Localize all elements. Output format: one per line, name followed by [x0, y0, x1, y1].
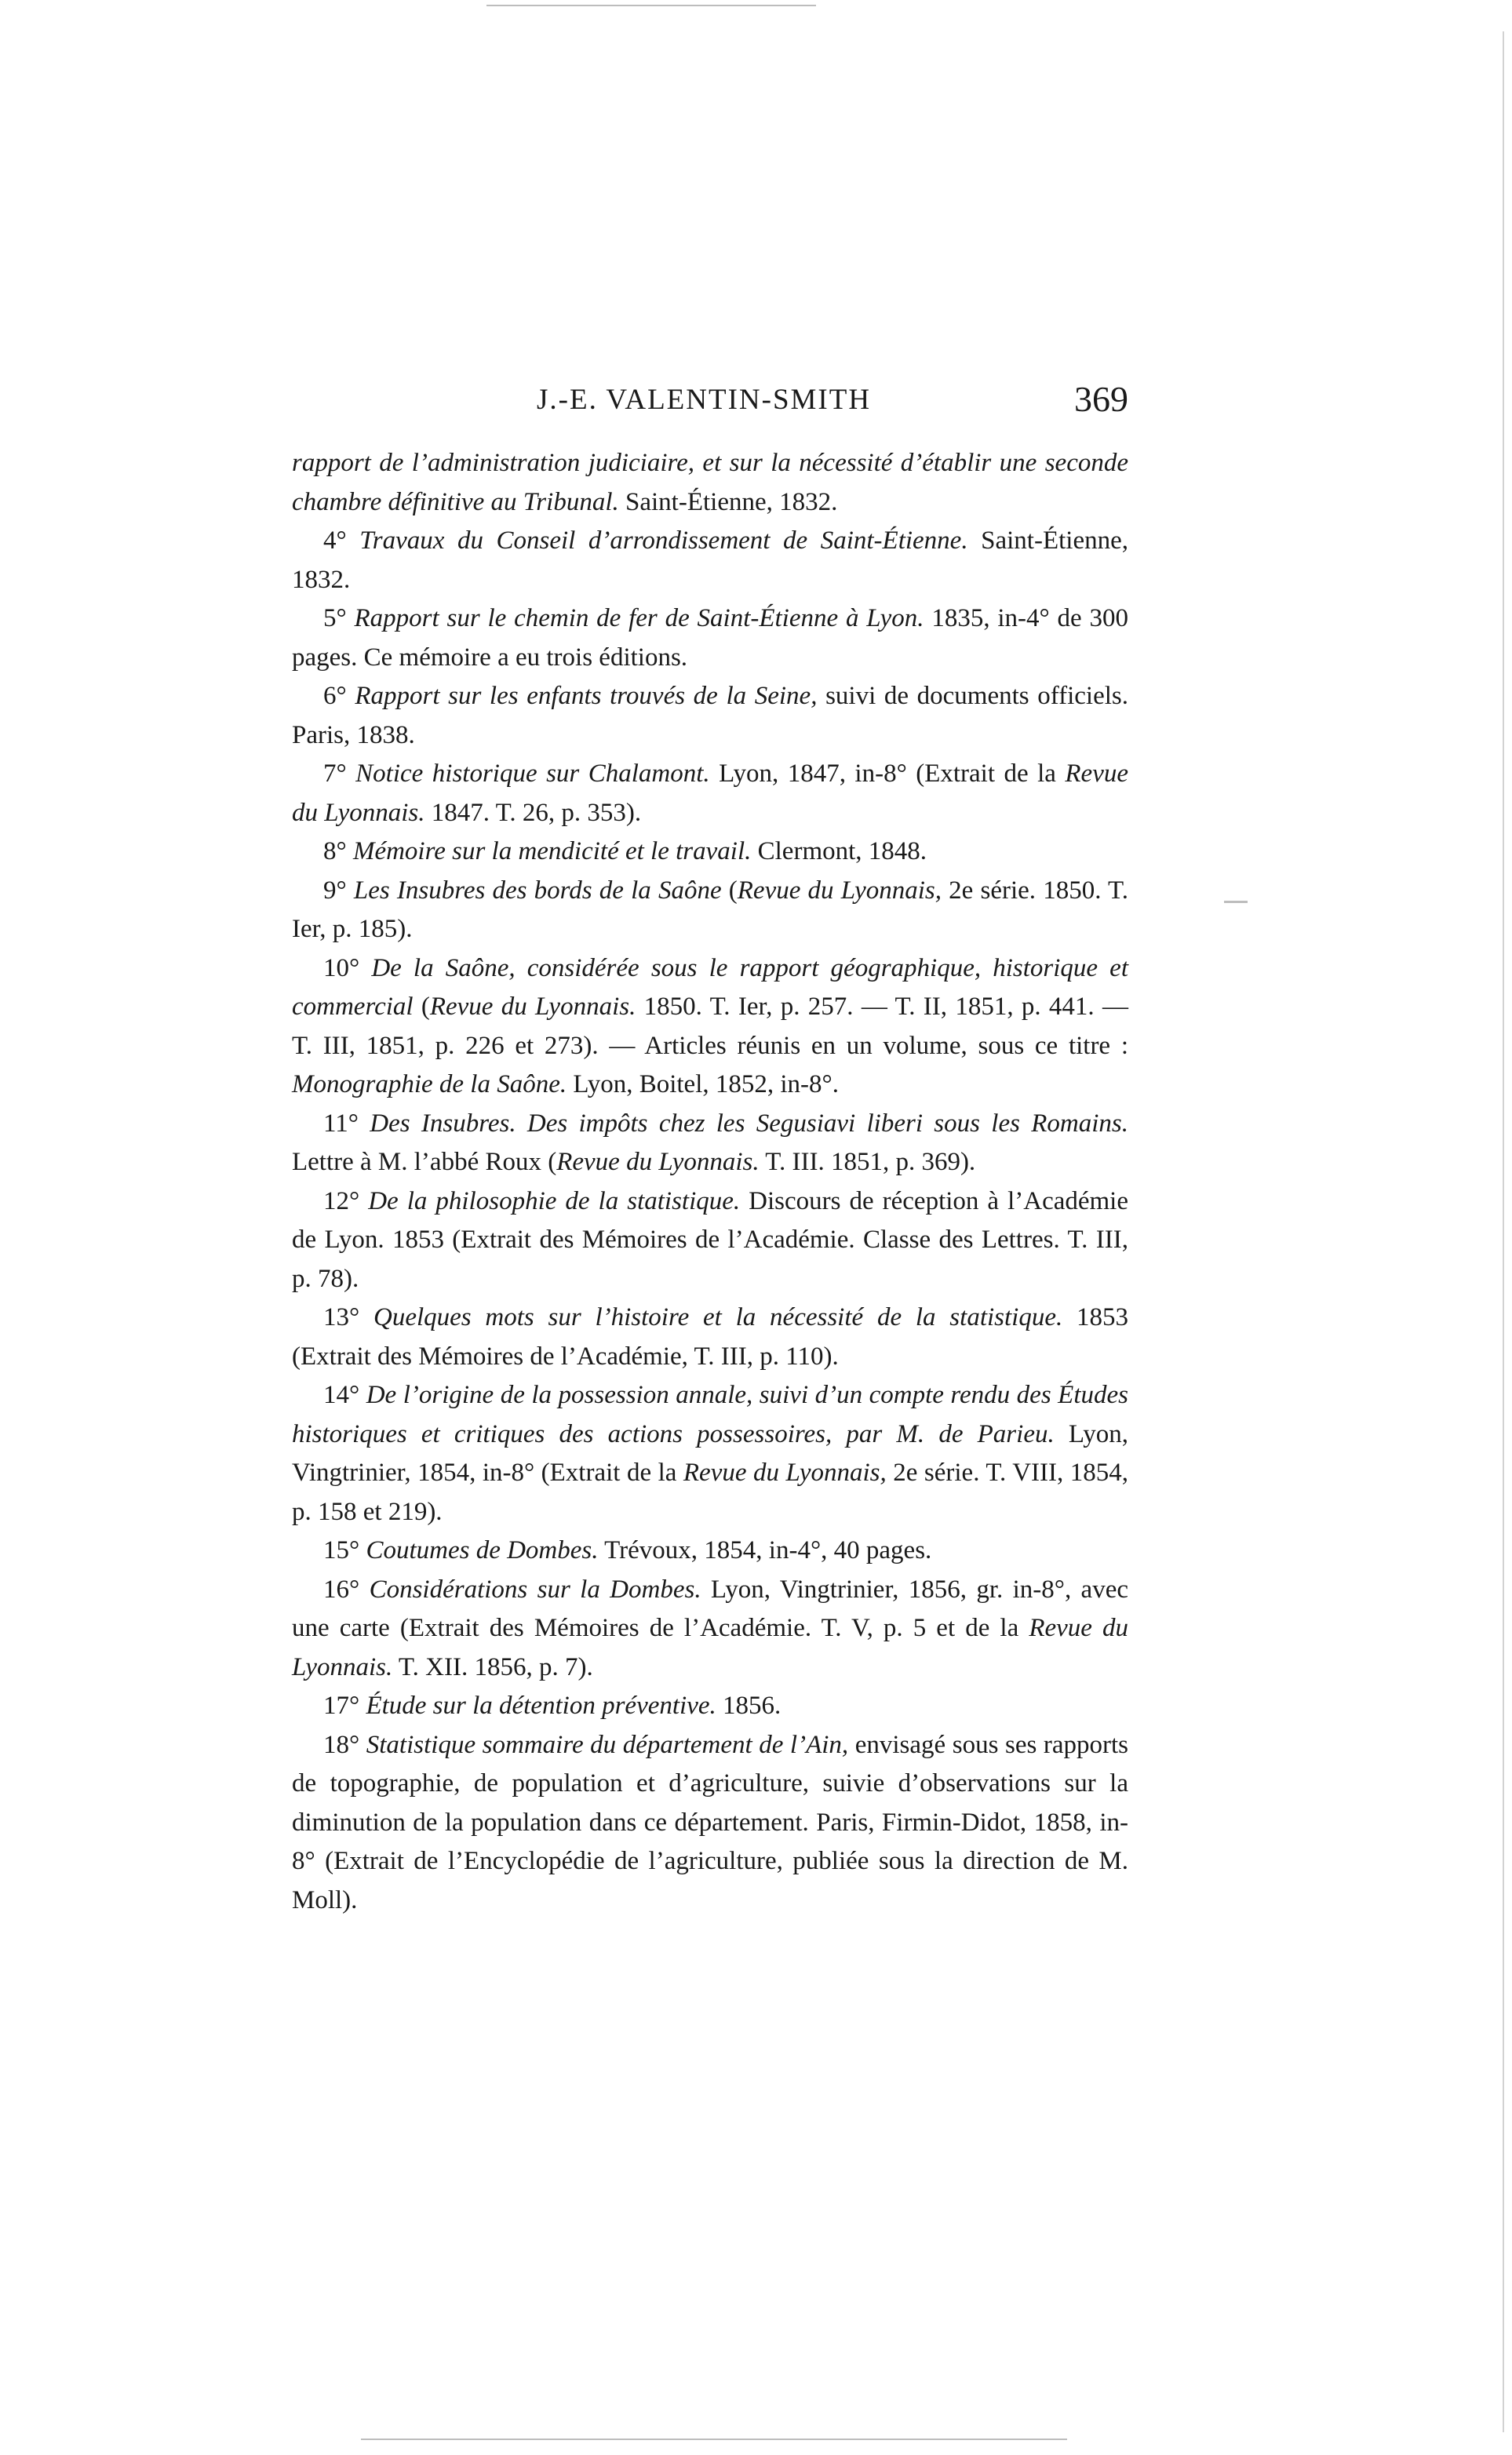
entry-title-text: Coutumes de Dombes.: [366, 1536, 599, 1564]
bibliography-entry: [292, 755, 1128, 832]
entry-title-text: Rapport sur les enfants trouvés de la Seine,: [355, 682, 818, 710]
entry-text: (: [413, 993, 430, 1021]
entry-text: Lyon, 1847, in-8° (Extrait de la: [709, 759, 1066, 788]
entry-text: 6°: [323, 682, 355, 710]
entry-title-text: De la philosophie de la statistique.: [368, 1186, 741, 1215]
entry-title-text: Revue du Lyonnais.: [292, 1614, 1128, 1681]
entry-text: 1850. T. Ier, p. 257. — T. II, 1851, p. 441. — T. III, 1851, p. 226 et 273). — Articles réunis en un volume, sous ce titre :: [292, 993, 1128, 1060]
entry-title-text: Revue du Lyonnais,: [683, 1459, 887, 1487]
entry-text: 8°: [323, 837, 353, 865]
bibliography-entry: [292, 1105, 1128, 1182]
bibliography-entry: [292, 949, 1128, 1105]
entry-text: 18°: [323, 1730, 366, 1759]
entry-text: Lyon, Vingtrinier, 1856, gr. in-8°, avec une carte (Extrait des Mémoires de l’Académie. T. V, p. 5 et de la: [292, 1575, 1128, 1642]
scan-edge-mark-right: [1224, 901, 1248, 903]
entry-text: 11°: [323, 1109, 370, 1138]
entry-text: 2e série. 1850. T. Ier, p. 185).: [292, 876, 1128, 943]
entry-text: 15°: [323, 1536, 366, 1564]
entry-text: (: [721, 876, 738, 905]
entry-title-text: De la Saône, considérée sous le rapport géographique, historique et commercial: [292, 953, 1128, 1021]
bibliography-list: [292, 444, 1128, 1920]
entry-title-text: Revue du Lyonnais.: [429, 993, 636, 1021]
entry-title-text: Rapport sur le chemin de fer de Saint-Étienne à Lyon.: [354, 604, 924, 632]
running-head: [292, 379, 1128, 430]
entry-text: 1856.: [716, 1692, 782, 1720]
running-title: J.-E. VALENTIN-SMITH: [537, 384, 872, 416]
scan-edge-mark-bottom: [361, 2439, 1067, 2440]
entry-text: 9°: [323, 876, 354, 905]
entry-text: 10°: [323, 953, 372, 982]
entry-title-text: Notice historique sur Chalamont.: [355, 759, 710, 788]
bibliography-entry: [292, 872, 1128, 949]
entry-text: 4°: [323, 526, 360, 555]
entry-title-text: Monographie de la Saône.: [292, 1070, 567, 1098]
scan-edge-mark-top: [486, 5, 816, 6]
entry-text: Clermont, 1848.: [751, 837, 927, 865]
bibliography-entry: [292, 522, 1128, 599]
entry-text: Lettre à M. l’abbé Roux (: [292, 1148, 557, 1176]
bibliography-entry: [292, 832, 1128, 872]
bibliography-entry: [292, 677, 1128, 755]
entry-text: 7°: [323, 759, 356, 788]
entry-text: Trévoux, 1854, in-4°, 40 pages.: [598, 1536, 932, 1564]
bibliography-entry: [292, 1687, 1128, 1726]
entry-text: 5°: [323, 604, 355, 632]
entry-title-text: rapport de l’administration judiciaire, et sur la nécessité d’établir une seconde chambre définitive au Tribunal.: [292, 449, 1128, 516]
bibliography-entry: [292, 1299, 1128, 1376]
entry-text: envisagé sous ses rapports de topographie, de population et d’agriculture, suivie d’observations sur la diminution de la population dans ce département. Paris, Firmin-Didot, 1858, in-8° (Extrait de l’Encyclopédie de l’agriculture, publiée sous la direction de M. Moll).: [292, 1730, 1129, 1914]
entry-title-text: Revue du Lyonnais.: [556, 1148, 760, 1176]
entry-text: 2e série. T. VIII, 1854, p. 158 et 219).: [292, 1459, 1128, 1526]
bibliography-entry: [292, 1532, 1128, 1571]
entry-text: T. III. 1851, p. 369).: [759, 1148, 976, 1176]
entry-title-text: Quelques mots sur l’histoire et la nécessité de la statistique.: [373, 1303, 1063, 1331]
entry-text: 12°: [323, 1186, 369, 1215]
page-number: 369: [1074, 379, 1128, 419]
scan-edge-rule: [1503, 31, 1504, 2432]
entry-text: 13°: [323, 1303, 373, 1331]
entry-title-text: Étude sur la détention préventive.: [366, 1692, 716, 1720]
bibliography-entry: [292, 1376, 1128, 1532]
bibliography-entry: [292, 1726, 1128, 1921]
entry-text: suivi de documents officiels. Paris, 1838.: [292, 682, 1129, 749]
entry-text: Discours de réception à l’Académie de Lyon. 1853 (Extrait des Mémoires de l’Académie. Classe des Lettres. T. III, p. 78).: [292, 1186, 1129, 1293]
entry-text: 1835, in-4° de 300 pages. Ce mémoire a eu trois éditions.: [292, 604, 1128, 672]
bibliography-entry: [292, 444, 1128, 522]
entry-title-text: Des Insubres. Des impôts chez les Segusiavi liberi sous les Romains.: [370, 1109, 1128, 1138]
entry-title-text: Revue du Lyonnais,: [737, 876, 942, 905]
entry-text: 17°: [323, 1692, 366, 1720]
entry-text: Saint-Étienne, 1832.: [292, 526, 1128, 594]
entry-text: Lyon, Boitel, 1852, in-8°.: [567, 1070, 839, 1098]
entry-text: 14°: [323, 1381, 366, 1409]
bibliography-entry: [292, 1182, 1128, 1299]
entry-text: Saint-Étienne, 1832.: [618, 487, 838, 516]
entry-title-text: Les Insubres des bords de la Saône: [353, 876, 722, 905]
entry-title-text: Statistique sommaire du département de l’Ain,: [366, 1730, 849, 1759]
bibliography-entry: [292, 599, 1128, 677]
entry-title-text: Mémoire sur la mendicité et le travail.: [352, 837, 752, 865]
entry-text: T. XII. 1856, p. 7).: [392, 1652, 593, 1681]
entry-title-text: Travaux du Conseil d’arrondissement de Saint-Étienne.: [359, 526, 968, 555]
entry-text: 1853 (Extrait des Mémoires de l’Académie, T. III, p. 110).: [292, 1303, 1129, 1371]
entry-title-text: Revue du Lyonnais.: [292, 759, 1128, 827]
entry-text: 16°: [323, 1575, 370, 1604]
entry-text: Lyon, Vingtrinier, 1854, in-8° (Extrait de la: [292, 1419, 1128, 1487]
entry-text: 1847. T. 26, p. 353).: [424, 798, 642, 827]
bibliography-entry: [292, 1571, 1128, 1688]
entry-title-text: Considérations sur la Dombes.: [369, 1575, 701, 1604]
entry-title-text: De l’origine de la possession annale, suivi d’un compte rendu des Études historiques et critiques des actions possessoires, par M. de Parieu.: [292, 1381, 1128, 1448]
